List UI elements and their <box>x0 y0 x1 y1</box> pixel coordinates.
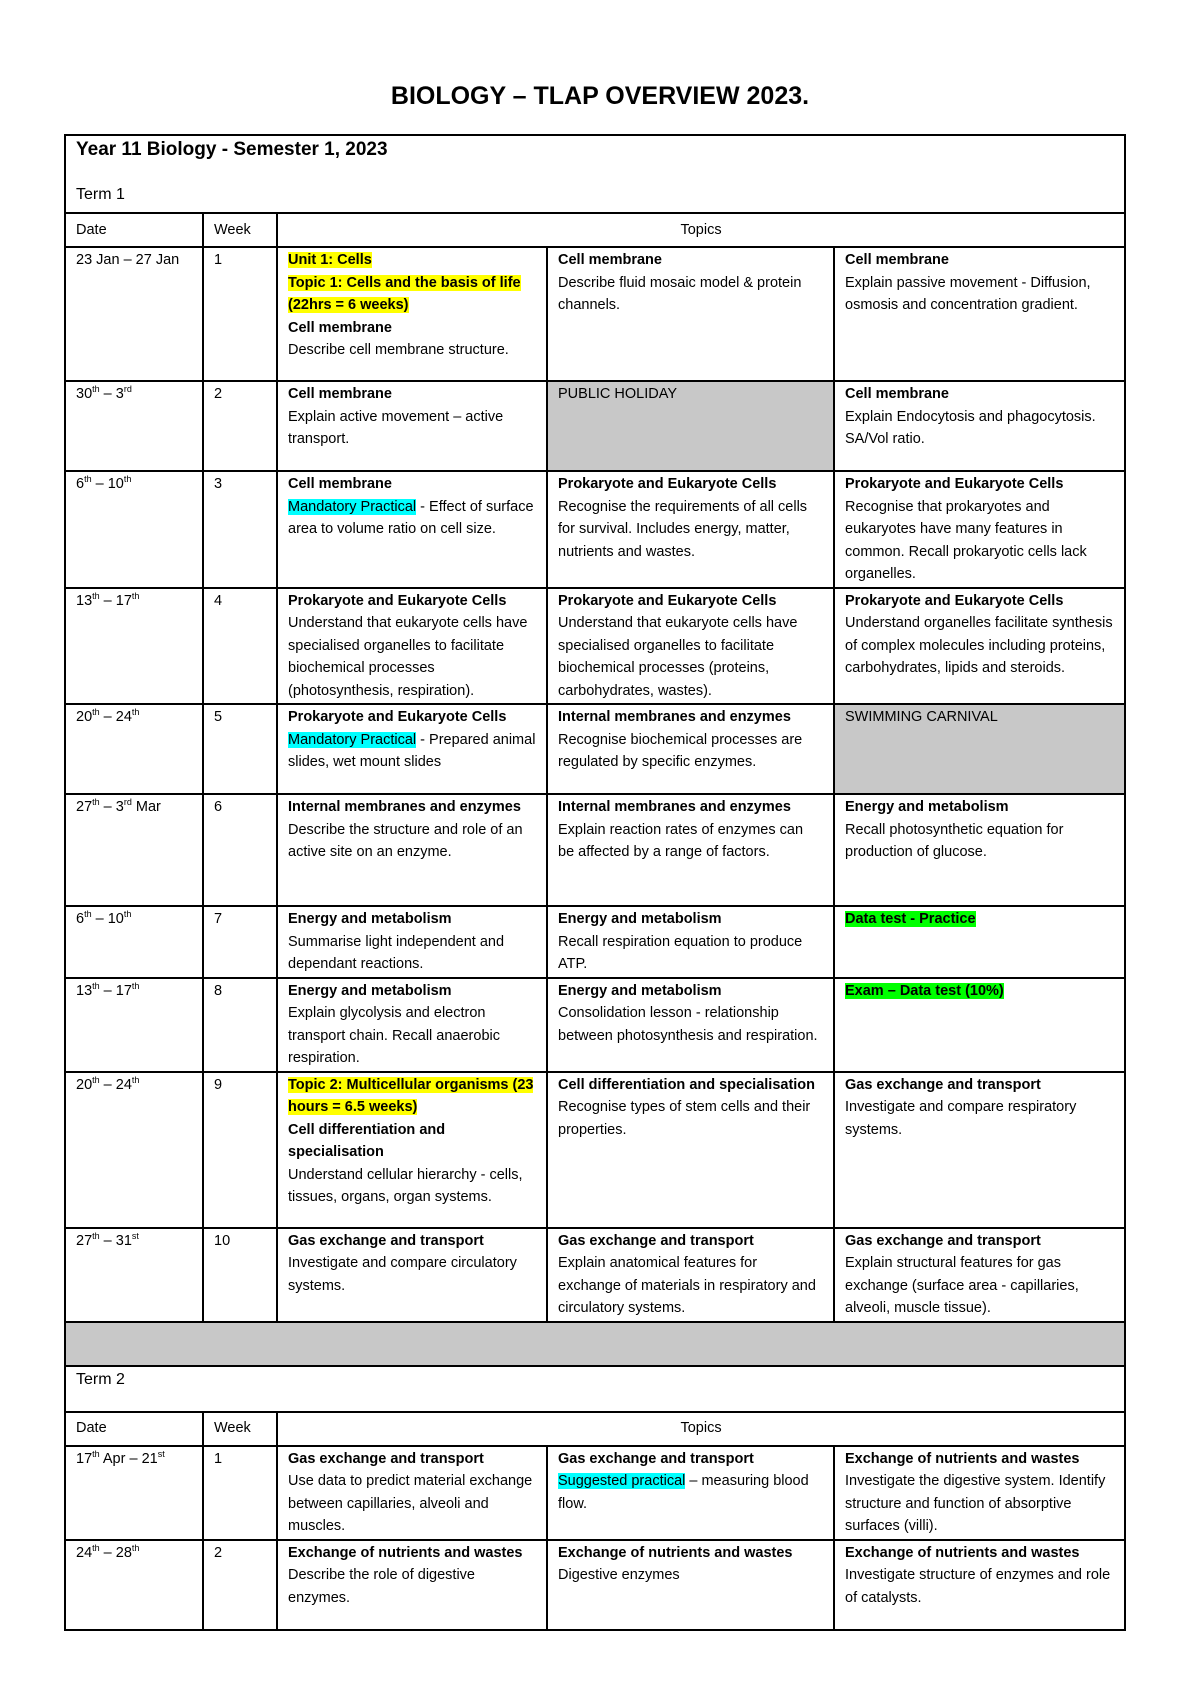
topic-desc: Explain active movement – active transport. <box>288 408 504 447</box>
topic-cell <box>834 588 1125 705</box>
week-cell: 9 <box>203 1072 277 1228</box>
topic-title: Internal membranes and enzymes <box>558 709 791 725</box>
topic-desc: Describe the role of digestive enzymes. <box>288 1567 475 1606</box>
topic-cell <box>277 906 547 978</box>
topic-desc: Recall photosynthetic equation for production of glucose. <box>845 821 1064 860</box>
topic-title: Prokaryote and Eukaryote Cells <box>288 592 507 609</box>
topic-title: Gas exchange and transport <box>845 1076 1041 1093</box>
topic-title: Cell differentiation and specialisation <box>558 1076 816 1093</box>
topic-title: Cell membrane <box>845 252 949 268</box>
topic-title: Gas exchange and transport <box>288 1450 484 1467</box>
topic-title: Energy and metabolism <box>288 982 452 999</box>
topic-cell <box>834 1072 1125 1228</box>
topic-label: Topic 2: Multicellular organisms (23 hours = 6.5 weeks) <box>288 1076 534 1115</box>
topic-title: Cell differentiation and specialisation <box>288 1121 446 1160</box>
practical-label: Suggested practical <box>558 1473 686 1489</box>
topic-desc: Explain glycolysis and electron transport chain. Recall anaerobic respiration. <box>288 1005 500 1066</box>
topic-cell <box>547 1540 834 1630</box>
date-cell: 27th – 3rd Mar <box>65 794 203 906</box>
term-separator-row <box>65 1322 1125 1366</box>
topic-cell <box>277 704 547 794</box>
topic-desc: – measuring blood flow. <box>558 1473 809 1512</box>
week-cell: 5 <box>203 704 277 794</box>
topic-cell <box>547 247 834 381</box>
topic-cell <box>547 1228 834 1322</box>
topic-desc: Understand that eukaryote cells have specialised organelles to facilitate biochemical processes (proteins, carbohydrates, wastes). <box>558 615 798 699</box>
topic-cell <box>547 588 834 705</box>
week-cell: 7 <box>203 906 277 978</box>
topic-desc: Understand that eukaryote cells have specialised organelles to facilitate biochemical processes (photosynthesis, respiration). <box>288 615 528 699</box>
topic-desc: Investigate the digestive system. Identify structure and function of absorptive surfaces (villi). <box>845 1473 1106 1534</box>
week-cell: 1 <box>203 1446 277 1540</box>
topic-desc: Recognise biochemical processes are regulated by specific enzymes. <box>558 731 803 770</box>
topic-cell <box>547 978 834 1072</box>
table-row <box>65 1228 1125 1322</box>
date-cell: 6th – 10th <box>65 906 203 978</box>
topic-title: Internal membranes and enzymes <box>288 799 521 815</box>
term-label: Term 2 <box>76 1370 125 1388</box>
column-header-row <box>65 213 1125 247</box>
column-header-row <box>65 1412 1125 1446</box>
topic-desc: Understand cellular hierarchy - cells, tissues, organs, organ systems. <box>288 1166 523 1205</box>
topic-title: Energy and metabolism <box>288 911 452 927</box>
topic-cell <box>834 794 1125 906</box>
topic-cell <box>834 381 1125 471</box>
table-row <box>65 1072 1125 1228</box>
topic-cell <box>277 1540 547 1630</box>
topic-cell <box>547 906 834 978</box>
table-row <box>65 471 1125 588</box>
topic-title: Gas exchange and transport <box>558 1450 754 1467</box>
table-row <box>65 247 1125 381</box>
header-week: Week <box>203 1412 277 1446</box>
topic-desc: Recognise types of stem cells and their properties. <box>558 1099 811 1138</box>
topic-desc: Investigate and compare circulatory systems. <box>288 1255 517 1294</box>
topic-cell <box>834 247 1125 381</box>
topic-cell <box>277 1072 547 1228</box>
topic-desc: Recall respiration equation to produce ATP. <box>558 933 803 972</box>
week-cell: 2 <box>203 381 277 471</box>
topic-desc: Explain structural features for gas exchange (surface area - capillaries, alveoli, muscle tissue). <box>845 1255 1079 1316</box>
date-cell: 6th – 10th <box>65 471 203 588</box>
topic-desc: Understand organelles facilitate synthesis of complex molecules including proteins, carbohydrates, lipids and steroids. <box>845 615 1113 676</box>
topic-title: Cell membrane <box>288 386 392 402</box>
date-cell: 27th – 31st <box>65 1228 203 1322</box>
topic-desc: Describe cell membrane structure. <box>288 342 509 358</box>
holiday-cell <box>547 381 834 471</box>
topic-title: Gas exchange and transport <box>845 1232 1041 1249</box>
unit-label: Unit 1: Cells <box>288 252 372 268</box>
topic-cell <box>547 1072 834 1228</box>
topic-cell <box>834 978 1125 1072</box>
topic-title: Exchange of nutrients and wastes <box>288 1544 523 1561</box>
topic-title: Prokaryote and Eukaryote Cells <box>288 709 507 725</box>
topic-cell <box>834 1540 1125 1630</box>
table-row <box>65 1446 1125 1540</box>
topic-cell <box>547 1446 834 1540</box>
topic-desc: Recognise that prokaryotes and eukaryotes have many features in common. Recall prokaryotic cells lack organelles. <box>845 498 1087 582</box>
topic-desc: Explain passive movement - Diffusion, osmosis and concentration gradient. <box>845 274 1091 313</box>
topic-title: Gas exchange and transport <box>288 1232 484 1249</box>
topic-desc: Digestive enzymes <box>558 1567 680 1583</box>
date-cell: 20th – 24th <box>65 704 203 794</box>
term-label: Term 1 <box>76 185 125 203</box>
date-cell: 24th – 28th <box>65 1540 203 1630</box>
header-date: Date <box>65 1412 203 1446</box>
header-topics: Topics <box>277 213 1125 247</box>
table-row <box>65 978 1125 1072</box>
topic-desc: Recognise the requirements of all cells for survival. Includes energy, matter, nutrients and wastes. <box>558 498 808 560</box>
semester-heading: Year 11 Biology - Semester 1, 2023 <box>76 139 388 160</box>
term-label-row <box>65 1366 1125 1412</box>
holiday-note: PUBLIC HOLIDAY <box>558 386 677 402</box>
date-cell: 23 Jan – 27 Jan <box>65 247 203 381</box>
topic-cell <box>277 1228 547 1322</box>
topic-desc: Describe the structure and role of an active site on an enzyme. <box>288 821 523 860</box>
date-cell: 13th – 17th <box>65 978 203 1072</box>
topic-title: Prokaryote and Eukaryote Cells <box>845 476 1064 492</box>
topic-desc: Describe fluid mosaic model & protein channels. <box>558 274 802 313</box>
header-topics: Topics <box>277 1412 1125 1446</box>
topic-desc: Explain reaction rates of enzymes can be affected by a range of factors. <box>558 821 804 860</box>
topic-desc: Summarise light independent and dependant reactions. <box>288 933 505 972</box>
header-date: Date <box>65 213 203 247</box>
week-cell: 1 <box>203 247 277 381</box>
date-cell: 30th – 3rd <box>65 381 203 471</box>
topic-desc: Consolidation lesson - relationship between photosynthesis and respiration. <box>558 1005 818 1044</box>
topic-title: Cell membrane <box>288 476 392 492</box>
topic-desc: Explain anatomical features for exchange of materials in respiratory and circulatory systems. <box>558 1255 816 1316</box>
topic-title: Prokaryote and Eukaryote Cells <box>558 592 777 609</box>
carnival-note: SWIMMING CARNIVAL <box>845 709 998 725</box>
topic-title: Prokaryote and Eukaryote Cells <box>558 476 777 492</box>
week-cell: 4 <box>203 588 277 705</box>
term-separator <box>65 1322 1125 1366</box>
table-row <box>65 381 1125 471</box>
practical-label: Mandatory Practical <box>288 731 417 748</box>
data-test-label: Data test - Practice <box>845 911 976 927</box>
topic-title: Energy and metabolism <box>558 911 722 927</box>
topic-cell <box>834 906 1125 978</box>
topic-cell <box>277 1446 547 1540</box>
topic-desc: Investigate structure of enzymes and role of catalysts. <box>845 1567 1111 1606</box>
header-week: Week <box>203 213 277 247</box>
topic-cell <box>547 704 834 794</box>
week-cell: 3 <box>203 471 277 588</box>
topic-title: Cell membrane <box>845 386 949 402</box>
topic-desc: Use data to predict material exchange between capillaries, alveoli and muscles. <box>288 1473 533 1534</box>
week-cell: 6 <box>203 794 277 906</box>
carnival-cell <box>834 704 1125 794</box>
topic-title: Energy and metabolism <box>558 982 722 999</box>
semester-heading-row <box>65 135 1125 213</box>
table-row <box>65 906 1125 978</box>
topic-cell <box>834 471 1125 588</box>
topic-title: Cell membrane <box>558 252 662 268</box>
week-cell: 8 <box>203 978 277 1072</box>
table-row <box>65 794 1125 906</box>
topic-desc: - Prepared animal slides, wet mount slides <box>288 731 536 770</box>
week-cell: 10 <box>203 1228 277 1322</box>
week-cell: 2 <box>203 1540 277 1630</box>
topic-cell <box>834 1228 1125 1322</box>
date-cell: 13th – 17th <box>65 588 203 705</box>
topic-title: Internal membranes and enzymes <box>558 799 791 815</box>
topic-cell <box>277 588 547 705</box>
topic-title: Prokaryote and Eukaryote Cells <box>845 592 1064 609</box>
topic-title: Exchange of nutrients and wastes <box>845 1450 1080 1467</box>
topic-cell <box>277 471 547 588</box>
topic-cell <box>277 247 547 381</box>
topic-title: Exchange of nutrients and wastes <box>845 1544 1080 1561</box>
date-cell: 20th – 24th <box>65 1072 203 1228</box>
topic-desc: - Effect of surface area to volume ratio on cell size. <box>288 498 534 537</box>
topic-cell <box>834 1446 1125 1540</box>
topic-title: Gas exchange and transport <box>558 1232 754 1249</box>
table-row <box>65 1540 1125 1630</box>
page-title: BIOLOGY – TLAP OVERVIEW 2023. <box>390 82 810 110</box>
date-cell: 17th Apr – 21st <box>65 1446 203 1540</box>
topic-title: Energy and metabolism <box>845 799 1009 815</box>
table-row <box>65 704 1125 794</box>
topic-cell <box>277 381 547 471</box>
topic-cell <box>547 471 834 588</box>
topic-label: Topic 1: Cells and the basis of life (22hrs = 6 weeks) <box>288 274 521 313</box>
topic-title: Cell membrane <box>288 319 392 336</box>
table-row <box>65 588 1125 705</box>
topic-title: Exchange of nutrients and wastes <box>558 1544 793 1561</box>
tlap-table <box>64 134 1126 1631</box>
topic-desc: Explain Endocytosis and phagocytosis. SA/Vol ratio. <box>845 408 1096 447</box>
topic-desc: Investigate and compare respiratory systems. <box>845 1099 1077 1138</box>
practical-label: Mandatory Practical <box>288 498 417 515</box>
exam-label: Exam – Data test (10%) <box>845 982 1004 999</box>
topic-cell <box>547 794 834 906</box>
topic-cell <box>277 794 547 906</box>
topic-cell <box>277 978 547 1072</box>
